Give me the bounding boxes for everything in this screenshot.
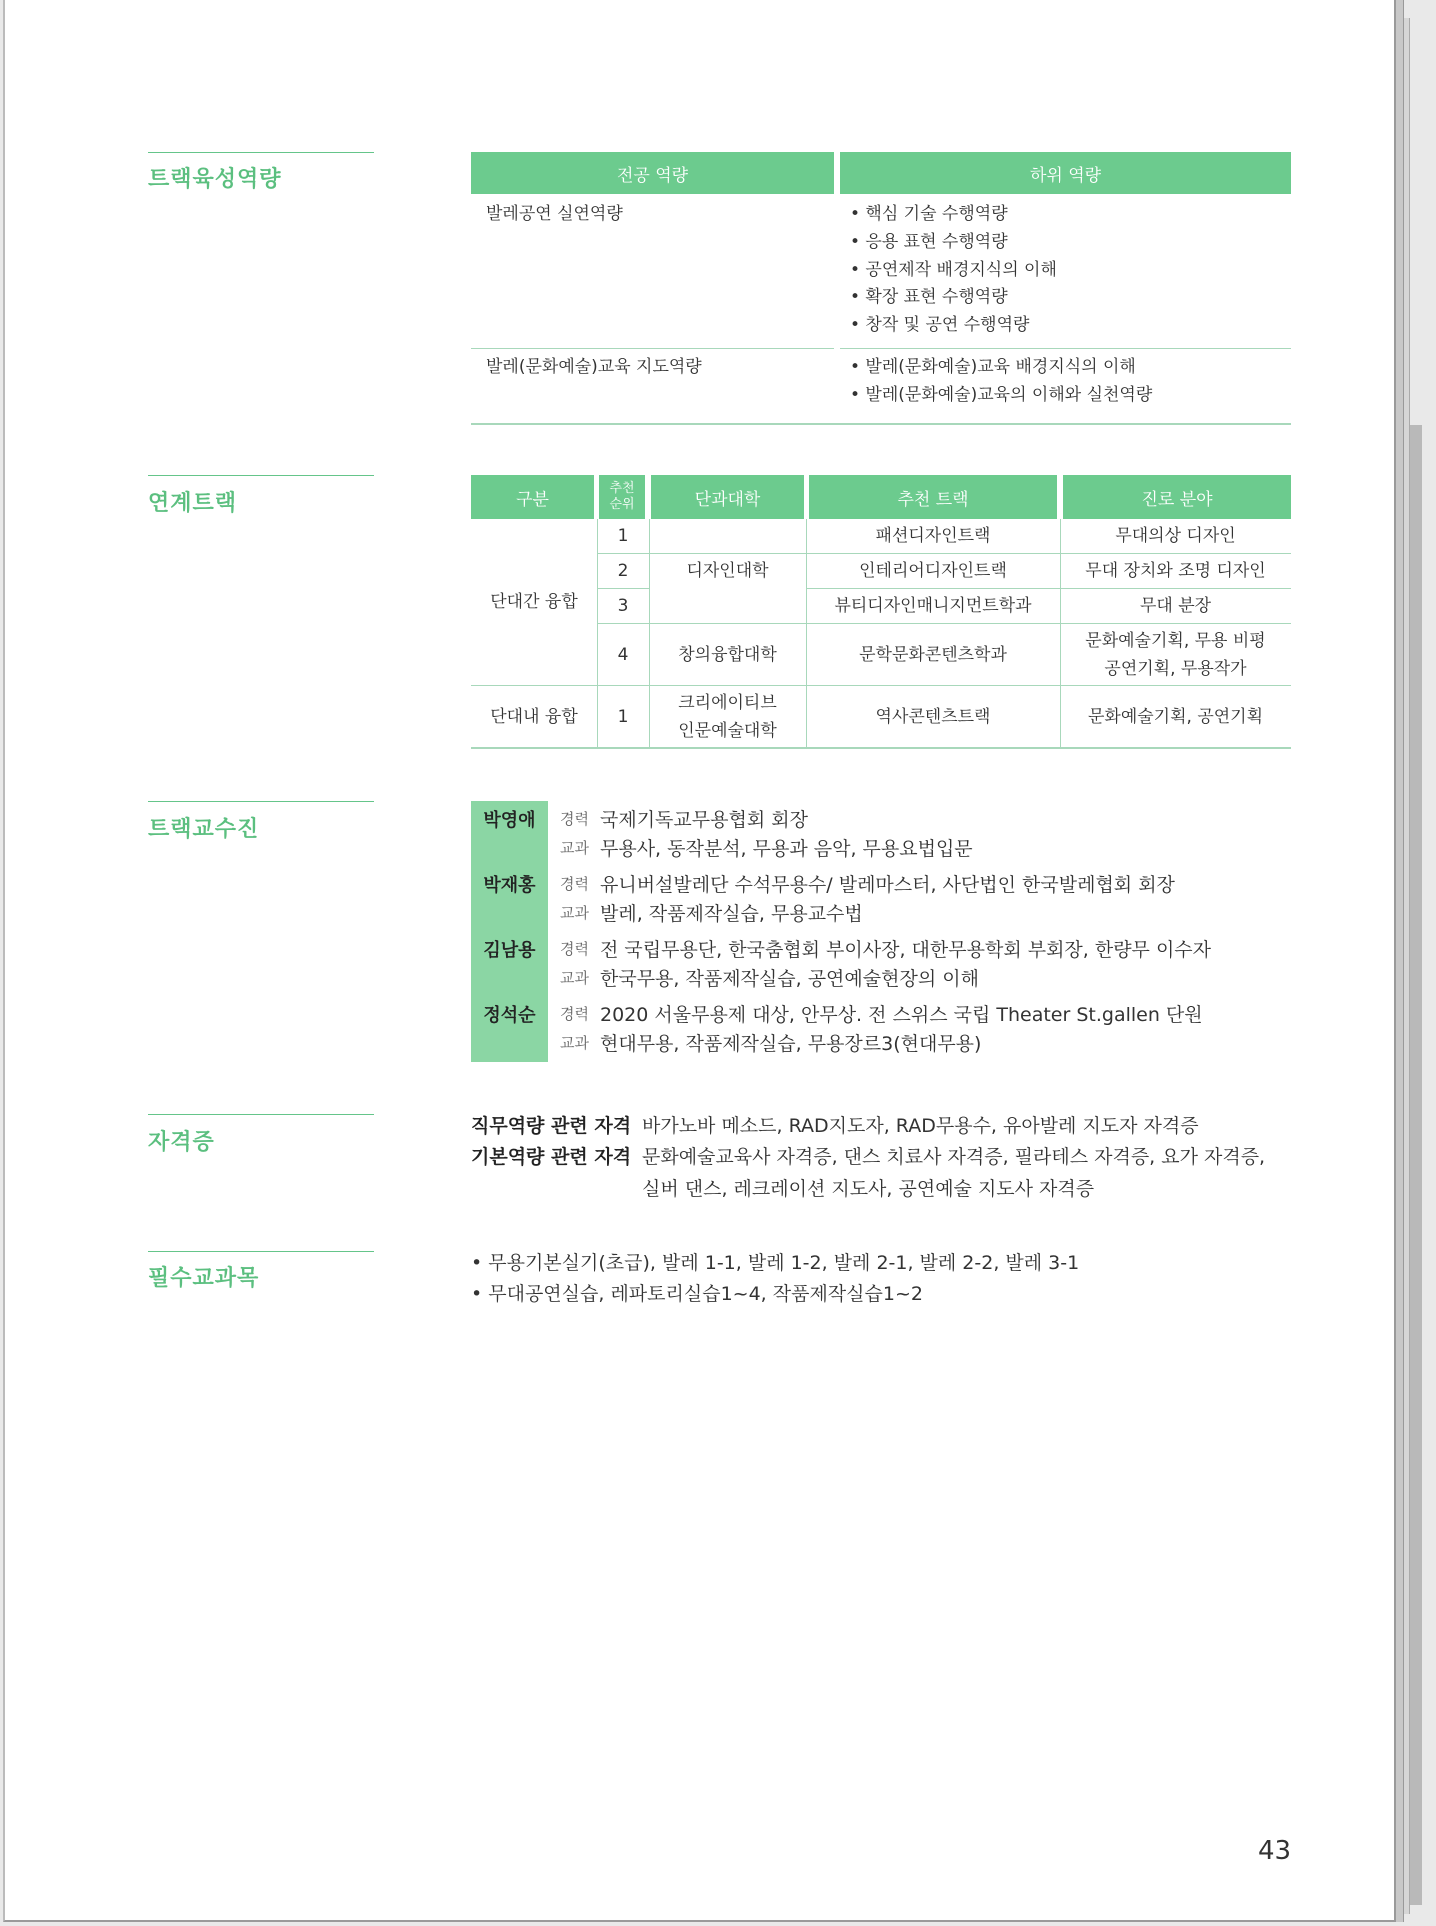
- faculty-career: 전 국립무용단, 한국춤협회 부이사장, 대한무용학회 부회장, 한량무 이수자: [600, 939, 1212, 961]
- college-line: 인문예술대학: [678, 720, 777, 741]
- sub-competency-item: • 발레(문화예술)교육 배경지식의 이해: [850, 357, 1136, 377]
- faculty-career: 유니버설발레단 수석무용수/ 발레마스터, 사단법인 한국발레협회 회장: [600, 874, 1175, 896]
- required-course-line: • 무대공연실습, 레파토리실습1~4, 작품제작실습1~2: [471, 1283, 923, 1305]
- faculty-courses: 무용사, 동작분석, 무용과 음악, 무용요법입문: [600, 838, 973, 860]
- section-title-linked: 연계트랙: [148, 491, 238, 516]
- faculty-name: 정석순: [483, 1005, 536, 1026]
- career-cell: 무대 장치와 조명 디자인: [1085, 561, 1266, 581]
- track-cell: 인테리어디자인트랙: [859, 561, 1007, 581]
- track-cell: 문학문화콘텐츠학과: [859, 644, 1007, 665]
- required-course-line: • 무용기본실기(초급), 발레 1-1, 발레 1-2, 발레 2-1, 발레 2-2, 발레 3-1: [471, 1252, 1080, 1274]
- major-competency-cell: 발레공연 실연역량: [486, 204, 623, 224]
- header-major-competency: 전공 역량: [471, 152, 834, 194]
- cert-basic-label: 기본역량 관련 자격: [471, 1146, 632, 1168]
- course-label: 교과: [560, 1034, 589, 1052]
- cert-job-value: 바가노바 메소드, RAD지도자, RAD무용수, 유아발레 지도자 자격증: [642, 1115, 1199, 1137]
- course-label: 교과: [560, 904, 589, 922]
- college-cell: 디자인대학: [686, 561, 769, 581]
- faculty-courses: 발레, 작품제작실습, 무용교수법: [600, 903, 863, 925]
- rank-cell: 1: [617, 706, 629, 727]
- faculty-name: 박영애: [483, 810, 536, 831]
- rank-cell: 2: [617, 561, 629, 581]
- group-inter: 단대간 융합: [490, 592, 578, 612]
- career-label: 경력: [560, 875, 589, 893]
- track-cell: 역사콘텐츠트랙: [875, 706, 991, 727]
- career-label: 경력: [560, 940, 589, 958]
- college-line: 크리에이티브: [678, 692, 777, 713]
- major-competency-cell: 발레(문화예술)교육 지도역량: [486, 357, 702, 377]
- career-label: 경력: [560, 810, 589, 828]
- sub-competency-item: • 공연제작 배경지식의 이해: [850, 260, 1057, 280]
- header-rank-top: 추천: [609, 481, 635, 496]
- section-title-faculty: 트랙교수진: [148, 817, 260, 842]
- faculty-name: 김남용: [483, 940, 536, 961]
- course-label: 교과: [560, 839, 589, 857]
- track-cell: 패션디자인트랙: [875, 526, 991, 546]
- page-number: 43: [1258, 1836, 1292, 1866]
- header-college: 단과대학: [651, 475, 804, 519]
- header-division: 구분: [471, 475, 594, 519]
- sub-competency-item: • 발레(문화예술)교육의 이해와 실천역량: [850, 385, 1153, 405]
- career-line: 문화예술기획, 무용 비평: [1085, 630, 1266, 651]
- career-line: 공연기획, 무용작가: [1104, 658, 1247, 679]
- table-bottom-rule: [471, 747, 1291, 749]
- career-cell: [1060, 624, 1291, 685]
- section-rule: [148, 475, 374, 476]
- rank-cell: 4: [617, 644, 629, 665]
- career-cell: 무대 분장: [1139, 596, 1212, 616]
- career-cell: 무대의상 디자인: [1115, 526, 1236, 546]
- table-divider: [471, 348, 834, 349]
- section-rule: [148, 152, 374, 153]
- header-career: 진로 분야: [1063, 475, 1291, 519]
- header-rank: [599, 475, 645, 519]
- faculty-name: 박재홍: [483, 875, 536, 896]
- page-edge: [1396, 0, 1404, 1922]
- faculty-courses: 현대무용, 작품제작실습, 무용장르3(현대무용): [600, 1033, 982, 1055]
- table-divider: [840, 348, 1291, 349]
- header-track: 추천 트랙: [809, 475, 1057, 519]
- cert-job-label: 직무역량 관련 자격: [471, 1115, 632, 1137]
- section-title-competency: 트랙육성역량: [148, 167, 282, 192]
- college-cell: 창의융합대학: [678, 644, 777, 665]
- section-rule: [148, 1251, 374, 1252]
- track-cell: 뷰티디자인매니지먼트학과: [834, 596, 1032, 616]
- rank-cell: 1: [617, 526, 629, 546]
- career-cell: 문화예술기획, 공연기획: [1087, 706, 1264, 727]
- faculty-career: 2020 서울무용제 대상, 안무상. 전 스위스 국립 Theater St.gallen 단원: [600, 1004, 1203, 1026]
- sub-competency-item: • 확장 표현 수행역량: [850, 287, 1008, 307]
- table-bottom-rule: [471, 423, 1291, 425]
- header-rank-bottom: 순위: [609, 497, 635, 512]
- faculty-courses: 한국무용, 작품제작실습, 공연예술현장의 이해: [600, 968, 979, 990]
- page-edge: [1410, 425, 1422, 1905]
- rank-cell: 3: [617, 596, 629, 616]
- section-rule: [148, 1114, 374, 1115]
- course-label: 교과: [560, 969, 589, 987]
- sub-competency-item: • 응용 표현 수행역량: [850, 232, 1008, 252]
- section-title-cert: 자격증: [148, 1130, 215, 1155]
- section-title-required: 필수교과목: [148, 1266, 260, 1291]
- section-rule: [148, 801, 374, 802]
- cert-basic-value: 문화예술교육사 자격증, 댄스 치료사 자격증, 필라테스 자격증, 요가 자격증,: [642, 1146, 1266, 1168]
- sub-competency-item: • 창작 및 공연 수행역량: [850, 315, 1030, 335]
- header-sub-competency: 하위 역량: [840, 152, 1291, 194]
- college-cell: [649, 686, 806, 747]
- faculty-career: 국제기독교무용협회 회장: [600, 809, 808, 831]
- group-intra: 단대내 융합: [490, 706, 578, 727]
- cert-basic-value: 실버 댄스, 레크레이션 지도사, 공연예술 지도사 자격증: [642, 1178, 1095, 1200]
- career-label: 경력: [560, 1005, 589, 1023]
- sub-competency-item: • 핵심 기술 수행역량: [850, 204, 1008, 224]
